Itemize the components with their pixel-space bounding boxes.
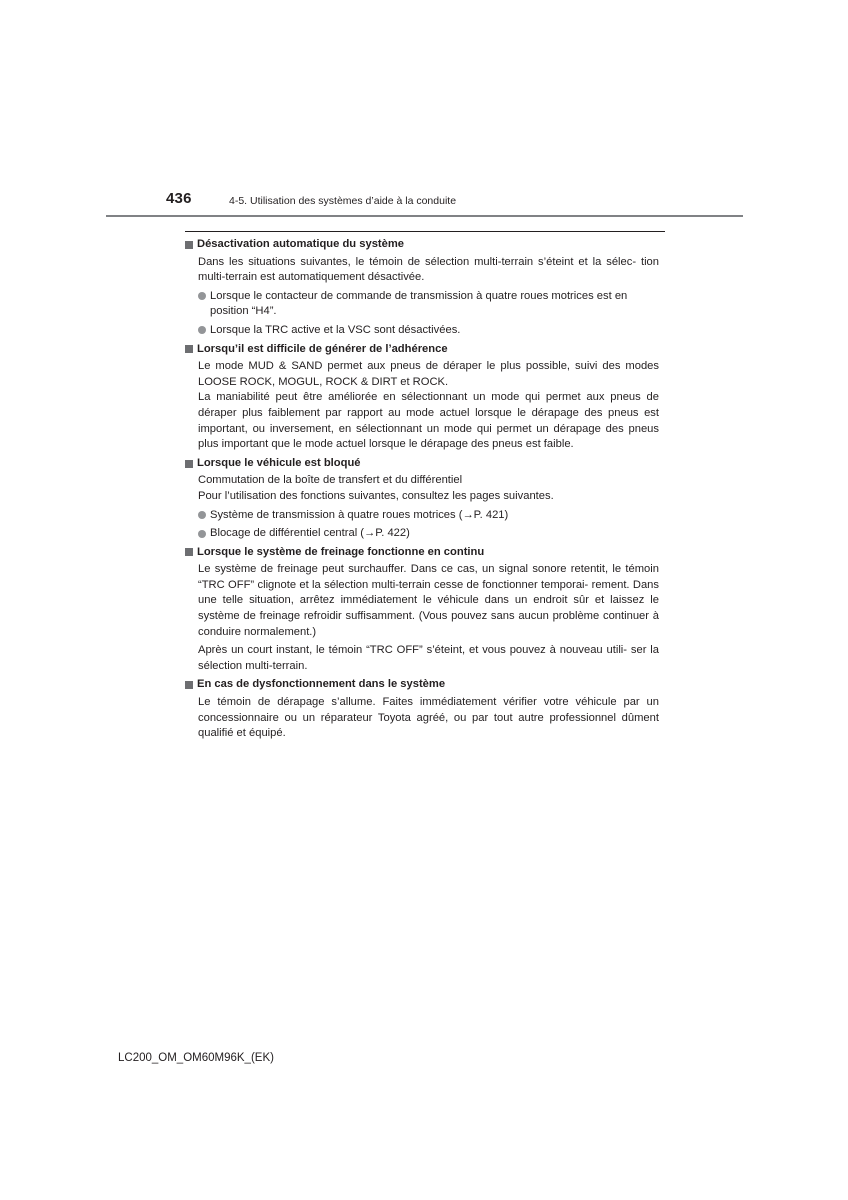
page-number: 436 <box>166 190 192 207</box>
circle-bullet-icon <box>198 292 206 300</box>
document-code: LC200_OM_OM60M96K_(EK) <box>118 1052 274 1064</box>
square-bullet-icon <box>185 345 193 353</box>
section-title: Lorsqu’il est difficile de générer de l’adhérence <box>197 342 448 355</box>
section-brake-continuous <box>185 545 659 675</box>
section-stuck <box>185 456 659 542</box>
section-heading <box>185 677 659 693</box>
list-item-text: Blocage de différentiel central (→P. 422) <box>210 527 410 540</box>
section-title: Lorsque le véhicule est bloqué <box>197 456 361 469</box>
list-item-text: Système de transmission à quatre roues motrices (→P. 421) <box>210 508 509 521</box>
section-header: 4-5. Utilisation des systèmes d’aide à la conduite <box>229 195 457 207</box>
section-heading <box>185 237 659 253</box>
section-title: Désactivation automatique du système <box>197 238 405 250</box>
circle-bullet-icon <box>198 530 206 538</box>
paragraph: La maniabilité peut être améliorée en sélectionnant un mode qui permet aux pneus de déraper plus faiblement par rapport au mode actuel lorsque le dérapage des pneus est important, ou inversement, en sélectionnant un mode qui permet un dérapage des pneus plus important que le mode actuel lorsque le dérapage des pneus est faible. <box>198 391 659 451</box>
paragraph: Le témoin de dérapage s’allume. Faites immédiatement vérifier votre véhicule par un concessionnaire ou un réparateur Toyota agréé, ou par tout autre professionnel dûment qualifié et équipé. <box>198 696 659 740</box>
paragraph: Dans les situations suivantes, le témoin de sélection multi-terrain s’éteint et la sélec- tion multi-terrain est automatiquement désactivée. <box>198 255 659 284</box>
section-title: Lorsque le système de freinage fonctionne en continu <box>197 545 485 558</box>
list-item <box>198 508 659 524</box>
header-rule <box>106 215 743 217</box>
square-bullet-icon <box>185 460 193 468</box>
circle-bullet-icon <box>198 326 206 334</box>
list-item <box>198 526 659 542</box>
list-item <box>198 289 659 320</box>
paragraph: Pour l’utilisation des fonctions suivantes, consultez les pages suivantes. <box>198 489 554 502</box>
paragraph: Commutation de la boîte de transfert et du différentiel <box>198 474 463 487</box>
list-item <box>198 323 659 339</box>
list-item-text: Lorsque le contacteur de commande de transmission à quatre roues motrices est en position “H4”. <box>210 289 628 318</box>
section-heading <box>185 456 659 472</box>
content <box>185 237 659 745</box>
square-bullet-icon <box>185 241 193 249</box>
section-heading <box>185 342 659 358</box>
square-bullet-icon <box>185 548 193 556</box>
paragraph: Le mode MUD & SAND permet aux pneus de déraper le plus possible, suivi des modes LOOSE ROCK, MOGUL, ROCK & DIRT et ROCK. <box>198 360 659 388</box>
section-traction <box>185 342 659 453</box>
section-title: En cas de dysfonctionnement dans le système <box>197 678 446 691</box>
section-malfunction <box>185 677 659 741</box>
content-top-rule <box>185 231 665 232</box>
circle-bullet-icon <box>198 511 206 519</box>
list-item-text: Lorsque la TRC active et la VSC sont désactivées. <box>210 323 461 336</box>
section-auto-deactivation <box>185 237 659 339</box>
paragraph: Après un court instant, le témoin “TRC OFF” s’éteint, et vous pouvez à nouveau utili- ser la sélection multi-terrain. <box>198 644 659 672</box>
square-bullet-icon <box>185 681 193 689</box>
paragraph: Le système de freinage peut surchauffer. Dans ce cas, un signal sonore retentit, le témoin “TRC OFF” clignote et la sélection multi-terrain cesse de fonctionner temporai- rement. Dans une telle situation, arrêtez immédiatement le véhicule dans un endroit sûr et laissez le système de freinage refroidir suffisamment. (Vous pouvez sans aucun problème continuer à conduire normalement.) <box>198 563 659 638</box>
section-heading <box>185 545 659 561</box>
